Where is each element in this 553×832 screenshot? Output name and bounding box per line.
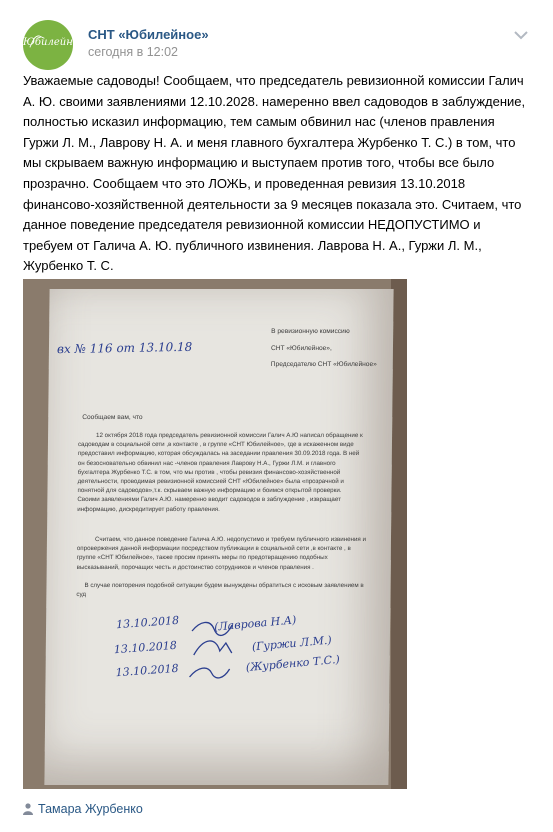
post-text-line: прозрачно. Сообщаем что это ЛОЖЬ, и проведенная ревизия 13.10.2018 [23,175,466,191]
chevron-down-icon[interactable] [514,30,528,40]
group-logo-text: Юбилейное [23,37,85,48]
person-icon [23,803,33,815]
document-sheet [44,289,393,785]
post-text-line: Журбенко Т. С. [23,258,114,274]
doc-line: он безосновательно обвинил нас -членов правления Лаврову Н.А., Гуржи Л.М. и главного [77,459,336,467]
post-text [23,71,533,277]
doc-line: В случае повторения подобной ситуации будем вынуждены обратиться с исковым заявлением в [84,582,364,589]
doc-line: 12 октября 2018 года председатель ревизионной комиссии Галич А.Ю написал обращение к [96,432,363,439]
doc-line: бухгалтера Журбенко Т.С. в том, что мы против , чтобы ревизия финансово-хозяйственной [77,468,341,476]
post-text-line: Уважаемые садоводы! Сообщаем, что председатель ревизионной комиссии Галич [23,73,524,88]
post-text-line: мы скрываем важную информацию и выступаем против того, чтобы все было [23,155,495,171]
doc-line: понятной для садоводов»,т.к. скрываем важную информацию и боимся открытой проверки. [77,487,342,495]
doc-paragraph-1 [77,431,388,514]
signature-date: 13.10.2018 [115,613,180,632]
signature-date: 13.10.2018 [113,638,178,657]
post-text-line: полностью исказил информацию, тем самым обвинил нас (членов правления [23,114,495,130]
doc-paragraph-3 [76,581,391,599]
doc-line: группе «СНТ Юбилейное», также просим принять меры по предотвращению подобных [76,554,328,562]
doc-line: опровержения данной информации посредством публикации в социальной сети ,в контакте , в [76,545,351,553]
incoming-stamp: вх № 116 от 13.10.18 [56,339,193,357]
group-avatar[interactable] [23,20,85,70]
group-name-link[interactable]: СНТ «Юбилейное» [88,27,209,42]
doc-line: информацию, дискредитирует работу правления. [77,505,220,513]
doc-line: садоводам в социальной сети ,в контакте , в группе «СНТ Юбилейное», где в искаженном виде [77,441,354,449]
signature-name: (Журбенко Т.С.) [245,652,341,675]
photo-background [391,279,407,789]
doc-paragraph-2 [77,535,387,572]
addressee-line: СНТ «Юбилейное», [270,344,332,352]
doc-line: Своими заявлениями Галич А.Ю. намеренно вводит садоводов в заблуждение , извращает [77,496,341,504]
photo-caption[interactable] [23,801,143,816]
addressee-block [271,327,377,370]
post-text-line: требуем от Галича А. Ю. публичного извинения. Лаврова Н. А., Гуржи Л. М., [23,237,482,253]
doc-line: Считаем, что данное поведение Галича А.Ю. недопустимо и требуем публичного извинения и [94,536,367,543]
doc-line: деятельности, проводимая ревизионной комиссией СНТ «Юбилейное» была «прозрачной и [77,478,344,486]
post-time[interactable]: сегодня в 12:02 [88,45,178,59]
post-text-line: Гуржи Л. М., Лаврову Н. А. и меня главного бухгалтера Журбенко Т. С.) в том, что [23,134,516,150]
post-text-line: финансово-хозяйственной деятельности за 9 месяцев показала это. Считаем, что [23,196,522,212]
attached-photo[interactable] [23,279,407,789]
post-text-line: данное поведение председателя ревизионной комиссии НЕДОПУСТИМО и [23,217,481,233]
doc-line: суд [76,591,87,599]
post-text-line: А. Ю. своими заявлениями 12.10.2028. намеренно ввел садоводов в заблуждение, [23,93,526,109]
handwritten-signatures [185,607,266,687]
addressee-line: Председателю СНТ «Юбилейное» [270,361,377,369]
doc-line: предоставил информацию, которая обсуждалась на заседании правления 30.09.2018 года. В ней [77,450,360,458]
doc-greeting: Сообщаем вам, что [82,414,143,421]
caption-author[interactable]: Тамара Журбенко [38,802,143,816]
addressee-line: В ревизионную комиссию [271,328,350,335]
signature-name: (Гуржи Л.М.) [251,633,333,654]
doc-line: высказываний, порочащих честь и достоинство сотрудников и членов правления . [76,563,314,571]
signature-date: 13.10.2018 [115,661,179,680]
signature-name: (Лаврова Н.А) [213,613,297,634]
